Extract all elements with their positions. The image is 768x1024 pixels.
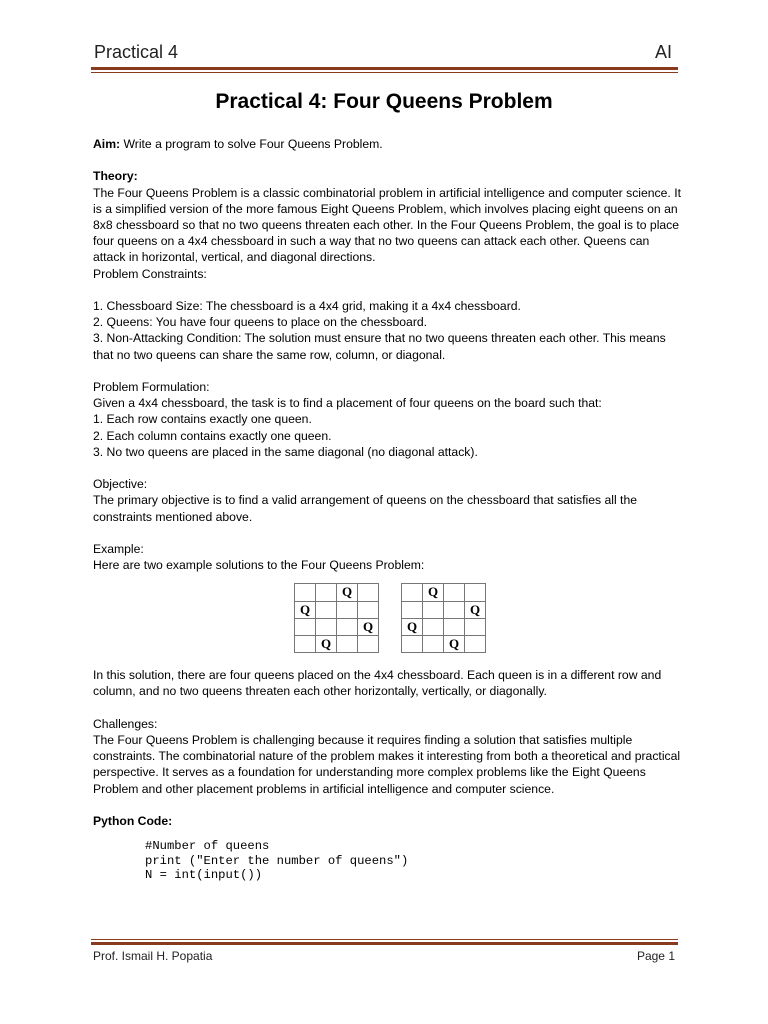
board-cell (295, 618, 316, 635)
document-body (93, 136, 683, 883)
constraints-heading: Problem Constraints: (93, 266, 207, 281)
board-cell: Q (316, 636, 337, 653)
code-block (145, 839, 683, 883)
board-cell: Q (358, 618, 379, 635)
example-heading: Example: (93, 542, 144, 556)
header-rule-thin (91, 72, 678, 73)
formulation-item: 3. No two queens are placed in the same diagonal (no diagonal attack). (93, 444, 478, 459)
header-subject-label: AI (654, 42, 672, 62)
example-boards (97, 583, 683, 653)
constraint-item: 1. Chessboard Size: The chessboard is a 4x4 grid, making it a 4x4 chessboard. (93, 299, 521, 313)
board-cell (358, 601, 379, 618)
code-line: #Number of queens (145, 839, 270, 854)
board-cell (358, 584, 379, 601)
board-cell (316, 601, 337, 618)
board-cell (337, 601, 358, 618)
board-cell (316, 618, 337, 635)
board-cell (316, 584, 337, 601)
example-explanation: In this solution, there are four queens placed on the 4x4 chessboard. Each queen is in a different row and column, and no two queens threaten each other horizontally, vertically, or diagonally. (93, 668, 662, 699)
code-line: print ("Enter the number of queens") (145, 853, 409, 868)
board-cell (295, 584, 316, 601)
board-cell (402, 636, 423, 653)
board-cell (465, 618, 486, 635)
header-practical-label: Practical 4 (94, 42, 179, 62)
board-cell (444, 584, 465, 601)
formulation-heading: Problem Formulation: (93, 380, 210, 394)
objective-text: The primary objective is to find a valid arrangement of queens on the chessboard that satisfies all the constraints mentioned above. (93, 493, 637, 524)
formulation-intro: Given a 4x4 chessboard, the task is to find a placement of four queens on the board such that: (93, 396, 602, 411)
board-cell: Q (423, 584, 444, 601)
board-cell (444, 601, 465, 618)
footer-author: Prof. Ismail H. Popatia (93, 949, 213, 963)
board-cell (295, 636, 316, 653)
footer-rule-thin (91, 939, 678, 940)
aim-line (93, 136, 683, 152)
page-title: Practical 4: Four Queens Problem (215, 90, 553, 113)
code-heading: Python Code: (93, 814, 173, 829)
board-cell: Q (444, 636, 465, 653)
board-cell: Q (337, 584, 358, 601)
chessboard-solution-2 (401, 583, 486, 653)
aim-text: Write a program to solve Four Queens Problem. (120, 137, 383, 151)
board-cell (444, 618, 465, 635)
challenges-heading: Challenges: (93, 716, 158, 731)
board-cell (358, 636, 379, 653)
challenges-text: The Four Queens Problem is challenging because it requires finding a solution that satisfies multiple constraints. The combinatorial nature of the problem makes it interesting from both a theoretical and practical perspective. It serves as a foundation for understanding more complex problems like the Eight Queens Problem and other placement problems in artificial intelligence and computer science. (93, 733, 681, 796)
board-cell (423, 601, 444, 618)
header-rule-thick (91, 67, 678, 70)
footer-page-number: Page 1 (636, 949, 675, 963)
board-cell: Q (295, 601, 316, 618)
objective-heading: Objective: (93, 477, 148, 492)
example-intro: Here are two example solutions to the Four Queens Problem: (93, 558, 425, 573)
board-cell (423, 636, 444, 653)
formulation-item: 1. Each row contains exactly one queen. (93, 412, 312, 427)
constraint-item: 3. Non-Attacking Condition: The solution must ensure that no two queens threaten each other. This means that no two queens can share the same row, column, or diagonal. (93, 331, 666, 362)
theory-heading: Theory: (93, 169, 138, 184)
board-cell (337, 636, 358, 653)
board-cell: Q (465, 601, 486, 618)
board-cell (402, 601, 423, 618)
board-cell (402, 584, 423, 601)
theory-paragraph: The Four Queens Problem is a classic combinatorial problem in artificial intelligence and computer science. It is a simplified version of the more famous Eight Queens Problem, which involves placing eight queens on an 8x8 chessboard so that no two queens threaten each other. In the Four Queens Problem, the goal is to place four queens on a 4x4 chessboard in such a way that no two queens can attack each other. Queens can attack in horizontal, vertical, and diagonal directions. (93, 185, 681, 265)
chessboard-solution-1 (294, 583, 379, 653)
board-cell: Q (402, 618, 423, 635)
board-cell (337, 618, 358, 635)
board-cell (465, 636, 486, 653)
board-cell (465, 584, 486, 601)
constraint-item: 2. Queens: You have four queens to place on the chessboard. (93, 315, 428, 330)
formulation-item: 2. Each column contains exactly one queen. (93, 428, 332, 443)
aim-label: Aim: (93, 137, 121, 151)
footer-rule-thick (91, 942, 678, 945)
board-cell (423, 618, 444, 635)
code-line: N = int(input()) (145, 868, 263, 883)
